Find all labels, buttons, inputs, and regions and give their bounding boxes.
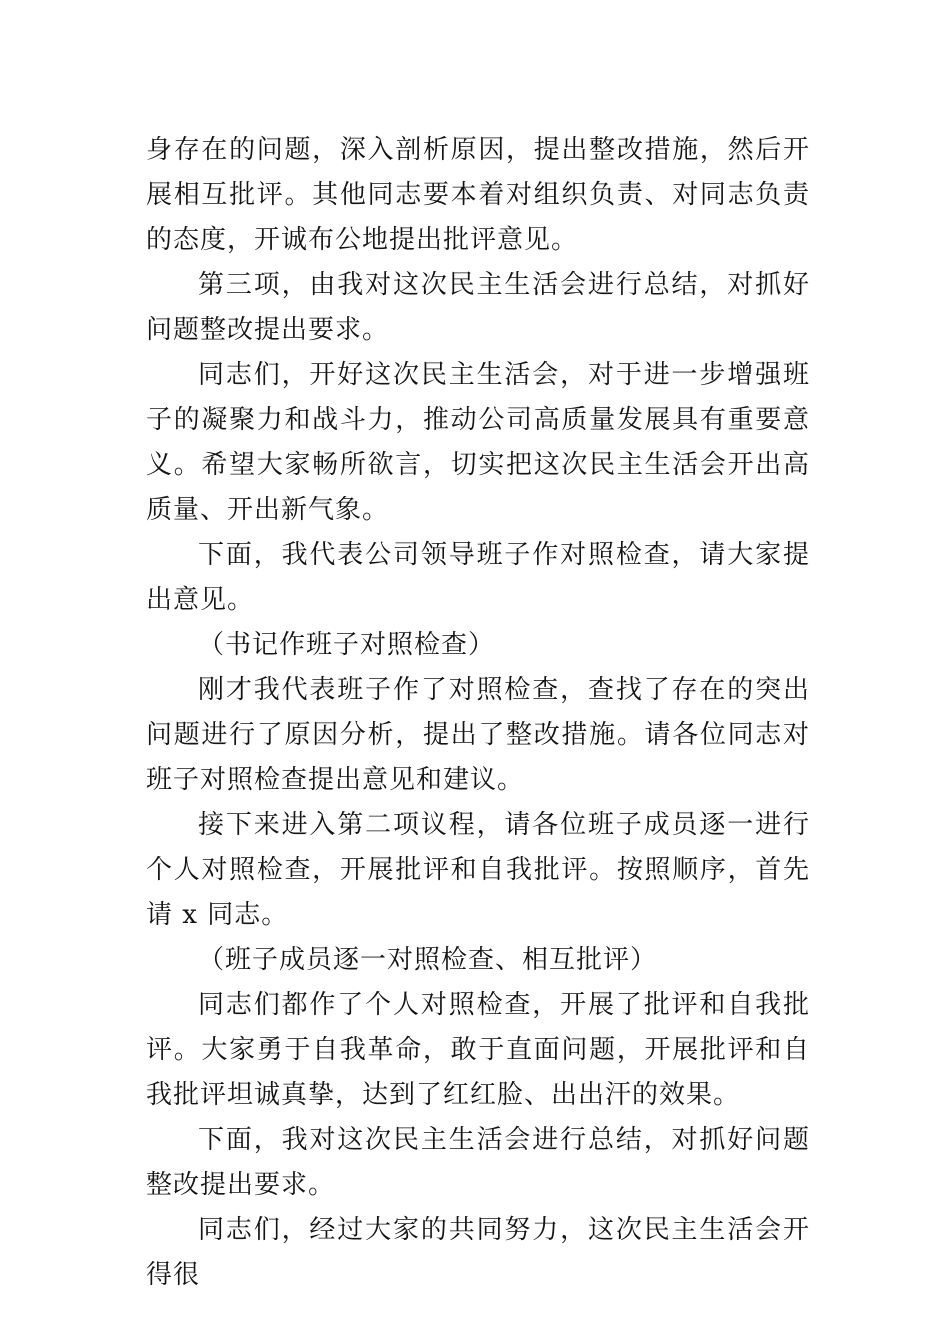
paragraph-11: 同志们，经过大家的共同努力，这次民主生活会开得很 bbox=[146, 1215, 810, 1290]
paragraph-4: 下面，我代表公司领导班子作对照检查，请大家提出意见。 bbox=[146, 540, 810, 615]
paragraph-8-stage-note: （班子成员逐一对照检查、相互批评） bbox=[198, 945, 658, 975]
paragraph-10: 下面，我对这次民主生活会进行总结，对抓好问题整改提出要求。 bbox=[146, 1125, 810, 1200]
paragraph-6: 刚才我代表班子作了对照检查，查找了存在的突出问题进行了原因分析，提出了整改措施。请各位同志对班子对照检查提出意见和建议。 bbox=[146, 675, 810, 795]
document-body bbox=[146, 128, 810, 1298]
paragraph-1: 身存在的问题，深入剖析原因，提出整改措施，然后开展相互批评。其他同志要本着对组织负责、对同志负责的态度，开诚布公地提出批评意见。 bbox=[146, 135, 810, 255]
paragraph-5-stage-note: （书记作班子对照检查） bbox=[198, 630, 496, 660]
paragraph-3: 同志们，开好这次民主生活会，对于进一步增强班子的凝聚力和战斗力，推动公司高质量发展具有重要意义。希望大家畅所欲言，切实把这次民主生活会开出高质量、开出新气象。 bbox=[146, 360, 810, 525]
paragraph-9: 同志们都作了个人对照检查，开展了批评和自我批评。大家勇于自我革命，敢于直面问题，开展批评和自我批评坦诚真挚，达到了红红脸、出出汗的效果。 bbox=[146, 990, 810, 1110]
paragraph-7: 接下来进入第二项议程，请各位班子成员逐一进行个人对照检查，开展批评和自我批评。按照顺序，首先请 x 同志。 bbox=[146, 810, 810, 930]
paragraph-2: 第三项，由我对这次民主生活会进行总结，对抓好问题整改提出要求。 bbox=[146, 270, 810, 345]
